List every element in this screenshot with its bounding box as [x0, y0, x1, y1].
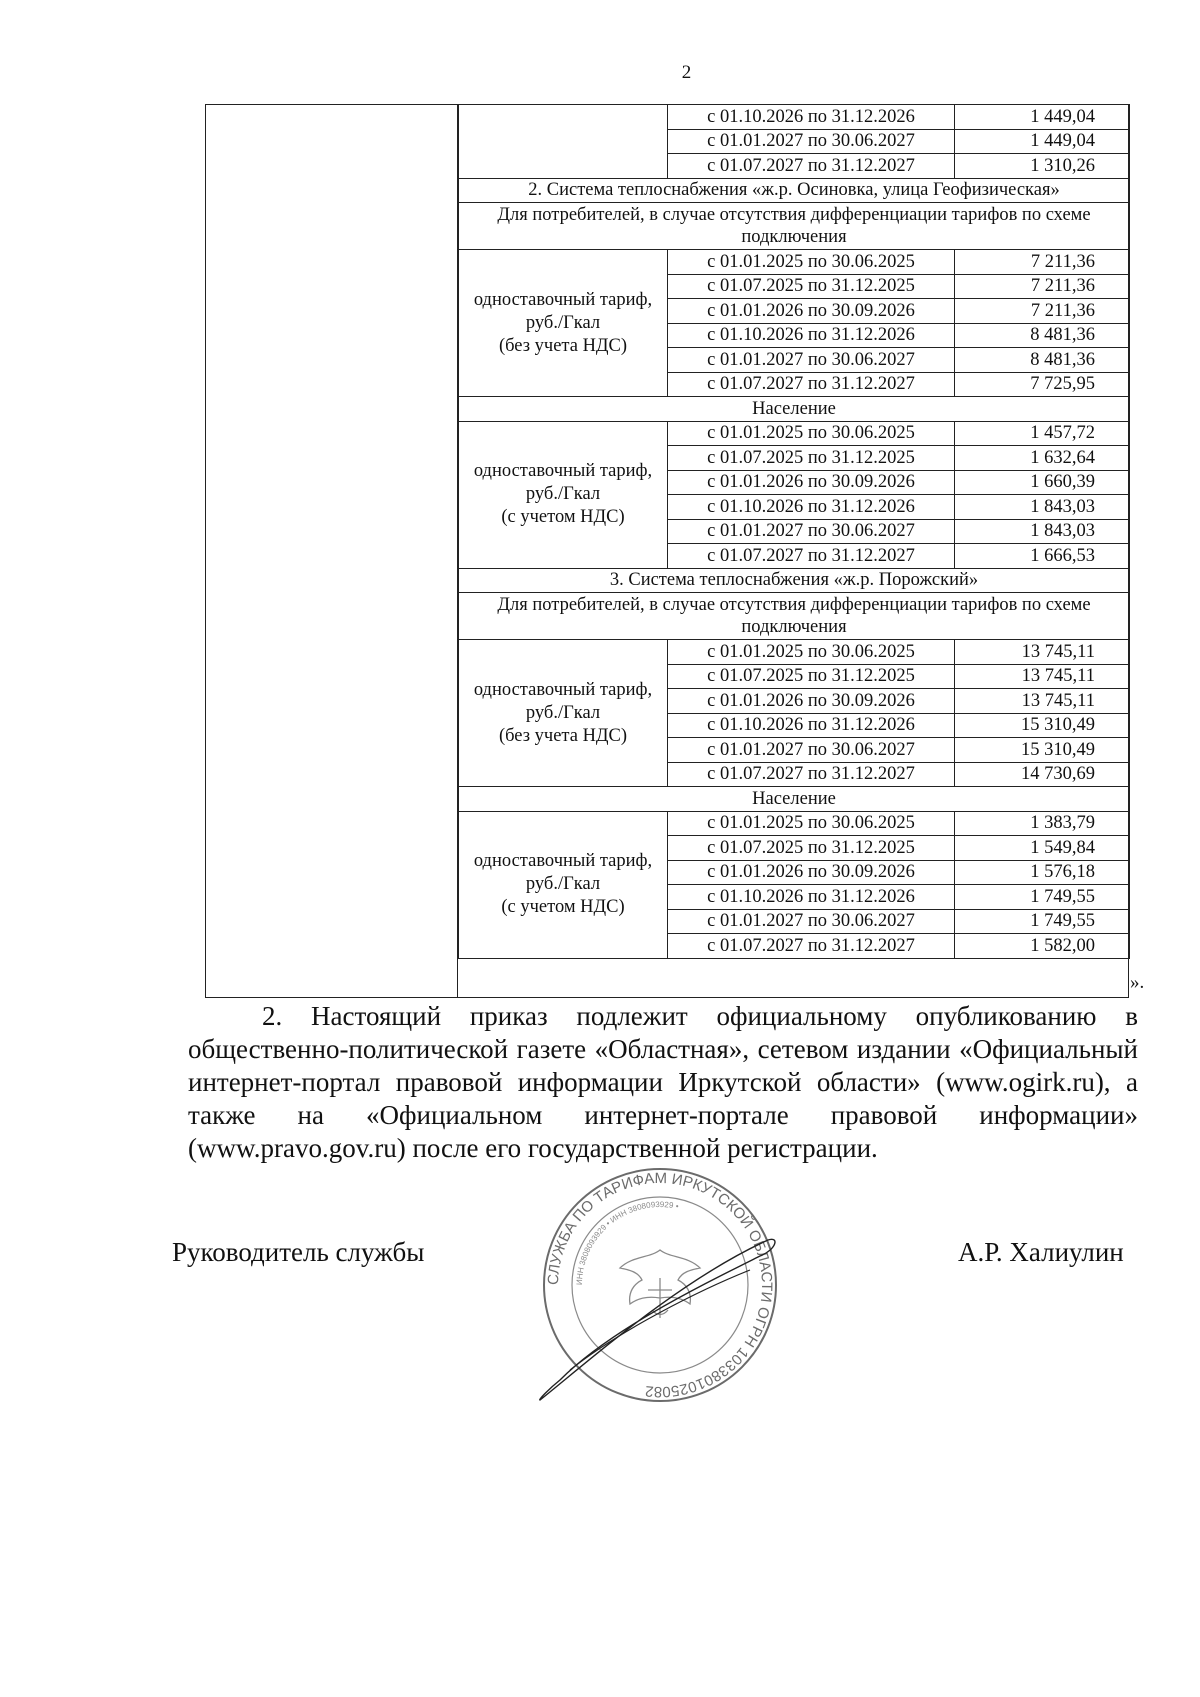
table-row — [459, 421, 1130, 446]
group-heading: Для потребителей, в случае отсутствия дифференциации тарифов по схеме подключения — [459, 203, 1130, 250]
value-cell: 1 749,55 — [955, 885, 1130, 910]
period-cell: с 01.10.2026 по 31.12.2026 — [668, 105, 955, 130]
tariff-label-line: одноставочный тариф, — [473, 461, 653, 481]
tariff-label-line: (без учета НДС) — [498, 725, 628, 746]
value-cell: 1 749,55 — [955, 909, 1130, 934]
value-cell: 7 211,36 — [955, 299, 1130, 324]
tariff-label-cell — [459, 250, 668, 397]
value-cell: 1 632,64 — [955, 446, 1130, 471]
tariff-label-line: (без учета НДС) — [498, 335, 628, 356]
tariff-label-line: руб./Гкал — [525, 484, 601, 504]
value-cell: 1 666,53 — [955, 544, 1130, 569]
period-cell: с 01.01.2027 по 30.06.2027 — [668, 738, 955, 763]
value-cell: 1 383,79 — [955, 811, 1130, 836]
tariff-label-line: одноставочный тариф, — [473, 679, 653, 700]
period-cell: с 01.07.2027 по 31.12.2027 — [668, 544, 955, 569]
page-number: 2 — [681, 62, 692, 83]
tariff-label-line: руб./Гкал — [525, 874, 601, 894]
period-cell: с 01.07.2025 по 31.12.2025 — [668, 664, 955, 689]
period-cell: с 01.01.2025 по 30.06.2025 — [668, 640, 955, 665]
period-cell: с 01.07.2027 по 31.12.2027 — [668, 154, 955, 179]
period-cell: с 01.01.2026 по 30.09.2026 — [668, 860, 955, 885]
value-cell: 8 481,36 — [955, 348, 1130, 373]
value-cell: 1 576,18 — [955, 860, 1130, 885]
table-row — [459, 640, 1130, 665]
tariff-label-line: одноставочный тариф, — [473, 289, 653, 310]
period-cell: с 01.10.2026 по 31.12.2026 — [668, 885, 955, 910]
value-cell: 1 843,03 — [955, 495, 1130, 520]
period-cell: с 01.01.2027 по 30.06.2027 — [668, 519, 955, 544]
period-cell: с 01.07.2025 по 31.12.2025 — [668, 836, 955, 861]
value-cell: 1 449,04 — [955, 129, 1130, 154]
period-cell: с 01.01.2026 по 30.09.2026 — [668, 470, 955, 495]
value-cell: 8 481,36 — [955, 323, 1130, 348]
system-title-row — [459, 568, 1130, 593]
period-cell: с 01.07.2027 по 31.12.2027 — [668, 934, 955, 959]
seal-outer-text: СЛУЖБА ПО ТАРИФАМ ИРКУТСКОЙ ОБЛАСТИ ОГРН 1033801025082 — [544, 1169, 776, 1401]
value-cell: 7 211,36 — [955, 250, 1130, 275]
group-heading: Население — [459, 787, 1130, 812]
tariff-label-line: руб./Гкал — [525, 702, 601, 723]
closing-quote: ». — [1130, 972, 1145, 993]
value-cell: 15 310,49 — [955, 713, 1130, 738]
table-row — [459, 250, 1130, 275]
group-heading-row — [459, 203, 1130, 250]
table-row — [459, 811, 1130, 836]
value-cell: 1 449,04 — [955, 105, 1130, 130]
tariff-label-line: (с учетом НДС) — [501, 897, 625, 917]
tariff-table — [458, 104, 1130, 959]
period-cell: с 01.10.2026 по 31.12.2026 — [668, 323, 955, 348]
period-cell: с 01.01.2027 по 30.06.2027 — [668, 348, 955, 373]
signatory-title: Руководитель службы — [172, 1237, 425, 1267]
tariff-label-line: одноставочный тариф, — [473, 851, 653, 871]
value-cell: 13 745,11 — [955, 664, 1130, 689]
tariff-label-cell — [459, 811, 668, 958]
publication-paragraph: 2. Настоящий приказ подлежит официальному опубликованию в общественно-политической газете «Областная», сетевом издании «Официальный интернет-портал правовой информации Иркутской области» (www.ogirk.ru), а также на «Официальном интернет-портале правовой информации» (www.pravo.gov.ru) после его государственной регистрации. — [188, 1001, 1138, 1163]
group-heading-row — [459, 593, 1130, 640]
group-heading-row — [459, 787, 1130, 812]
value-cell: 13 745,11 — [955, 640, 1130, 665]
period-cell: с 01.07.2027 по 31.12.2027 — [668, 762, 955, 787]
tariff-label-line: руб./Гкал — [525, 312, 601, 333]
period-cell: с 01.01.2027 по 30.06.2027 — [668, 909, 955, 934]
signatory-name: А.Р. Халиулин — [958, 1237, 1124, 1267]
value-cell: 1 457,72 — [955, 421, 1130, 446]
group-heading: Население — [459, 397, 1130, 422]
period-cell: с 01.01.2025 по 30.06.2025 — [668, 250, 955, 275]
value-cell: 1 310,26 — [955, 154, 1130, 179]
value-cell: 7 211,36 — [955, 274, 1130, 299]
period-cell: с 01.07.2025 по 31.12.2025 — [668, 446, 955, 471]
system-title: 2. Система теплоснабжения «ж.р. Осиновка, улица Геофизическая» — [459, 178, 1130, 203]
period-cell: с 01.01.2025 по 30.06.2025 — [668, 421, 955, 446]
tariff-label-line: (с учетом НДС) — [501, 507, 625, 527]
value-cell: 15 310,49 — [955, 738, 1130, 763]
value-cell: 14 730,69 — [955, 762, 1130, 787]
system-title: 3. Система теплоснабжения «ж.р. Порожский» — [459, 568, 1130, 593]
group-heading: Для потребителей, в случае отсутствия дифференциации тарифов по схеме подключения — [459, 593, 1130, 640]
value-cell: 1 549,84 — [955, 836, 1130, 861]
tariff-label-cell — [459, 421, 668, 568]
period-cell: с 01.01.2025 по 30.06.2025 — [668, 811, 955, 836]
period-cell: с 01.01.2026 по 30.09.2026 — [668, 299, 955, 324]
value-cell: 1 843,03 — [955, 519, 1130, 544]
group-heading-row — [459, 397, 1130, 422]
tariff-label-cell — [459, 105, 668, 179]
period-cell: с 01.07.2027 по 31.12.2027 — [668, 372, 955, 397]
period-cell: с 01.10.2026 по 31.12.2026 — [668, 713, 955, 738]
seal-inner-text: ИНН 3808093929 • ИНН 3808093929 • — [574, 1199, 680, 1286]
value-cell: 7 725,95 — [955, 372, 1130, 397]
tariff-label-cell — [459, 640, 668, 787]
value-cell: 1 660,39 — [955, 470, 1130, 495]
official-seal — [530, 1160, 790, 1410]
period-cell: с 01.07.2025 по 31.12.2025 — [668, 274, 955, 299]
period-cell: с 01.01.2026 по 30.09.2026 — [668, 689, 955, 714]
value-cell: 1 582,00 — [955, 934, 1130, 959]
period-cell: с 01.10.2026 по 31.12.2026 — [668, 495, 955, 520]
period-cell: с 01.01.2027 по 30.06.2027 — [668, 129, 955, 154]
table-row — [459, 105, 1130, 130]
value-cell: 13 745,11 — [955, 689, 1130, 714]
system-title-row — [459, 178, 1130, 203]
